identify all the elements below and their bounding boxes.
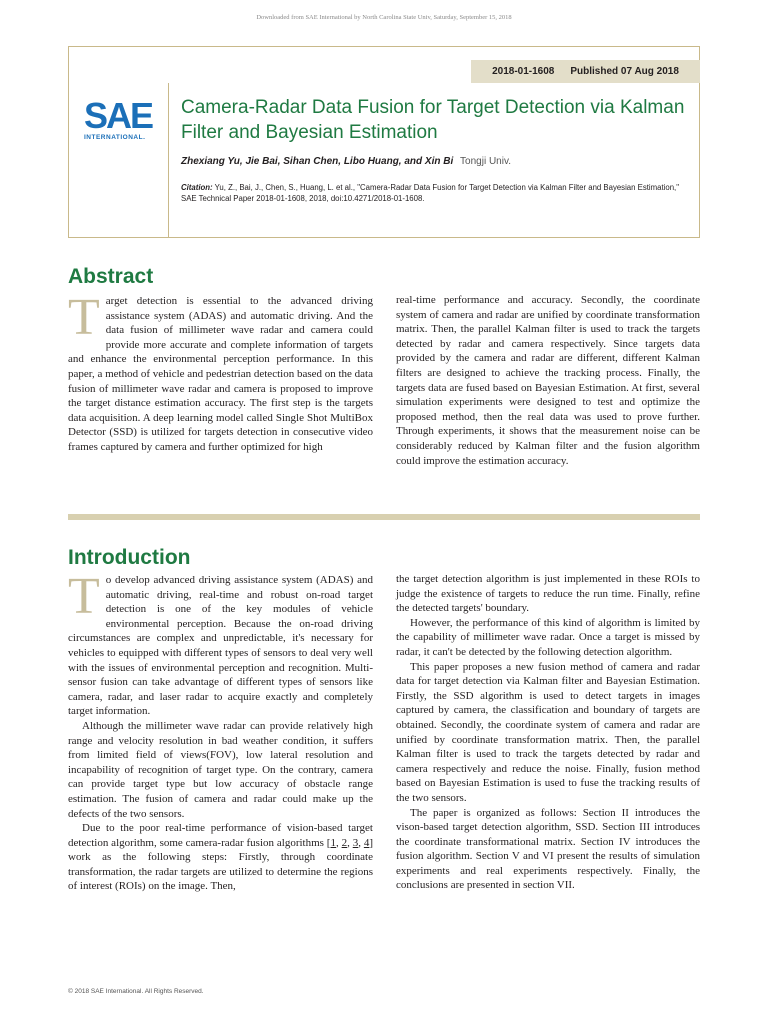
citation-ref-4[interactable]: 4 (363, 836, 370, 849)
citation-ref-3[interactable]: 3 (352, 836, 359, 849)
intro-left-p3-a: Due to the poor real-time performance of vision-based target detection algorithm, some camera-radar fusion algorithms [ (68, 822, 373, 849)
intro-left-column (68, 568, 374, 894)
published-date: Published 07 Aug 2018 (570, 66, 679, 77)
abstract-right-text: real-time performance and accuracy. Secondly, the coordinate system of camera and radar are unified by coordinate transformation matrix. Then, the parallel Kalman filter is used to track the targets detected by radar and camera respectively. Since targets data provided by the camera and radar are different, different Kalman filters are designed to achieve the tracking process. Finally, the targets data are fused based on Bayesian Estimation. At first, several simulation experiments were designed to test and optimize the proposed method, then the real data was used to prove further. Through experiments, it shows that the measurement noise can be considerably reduced by Kalman filter and the fusion algorithm could improve the estimation accuracy. (396, 294, 700, 467)
citation-ref-1[interactable]: 1 (330, 836, 336, 849)
intro-right-p4: The paper is organized as follows: Section II introduces the vison-based target detection algorithm, SSD. Section III introduces the coordinate transformational matrix. Section IV introduces the fusion algorithm. Section V and VI present the results of simulation experiments and real experiments respectively. Finally, the conclusions are presented in section VII. (396, 806, 700, 892)
paper-id-bar (471, 60, 700, 83)
intro-left-p1 (68, 568, 373, 719)
section-divider (68, 514, 700, 520)
copyright-footer: © 2018 SAE International. All Rights Reserved. (68, 988, 204, 995)
affiliation: Tongji Univ. (460, 156, 511, 167)
intro-left-p1-text: o develop advanced driving assistance system (ADAS) and automatic driving, real-time and robust on-road target detection is one of the key modules of vehicle environmental perception. Because the on-road driving circumstances are complex and unpredictable, it's necessary for vehicles to equipped with different types of sensors to deal very well with the issues of environmental perception and recognition. Multi-sensor fusion can take advantage of different types of sensors like camera, radar, and laser radar to acquire exactly and completely target information. (68, 574, 373, 718)
sae-logo (84, 95, 156, 148)
intro-right-column (396, 572, 700, 893)
header-divider (168, 83, 169, 238)
intro-right-p3: This paper proposes a new fusion method of camera and radar data for target detection via Kalman filter and Bayesian Estimation. Firstly, the SSD algorithm is used to detect targets in images captured by camera, the classification and boundary of targets are obtained. Secondly, the coordinate system of camera and radar are unified by coordinate transformation matrix. Then, the parallel Kalman filter is used to track the targets detected by radar and camera respectively and reduce the noise. Finally, fusion method based on Bayesian Estimation is used to fuse the tracking results of the two sensors. (396, 660, 700, 804)
abstract-left-text: arget detection is essential to the advanced driving assistance system (ADAS) and automatic driving. And the data fusion of millimeter wave radar and camera could provide more accurate and complete information of targets and enhance the environmental perception performance. In this paper, a method of vehicle and pedestrian detection based on the data fusion of millimeter wave radar and camera is proposed to improve the target distance estimation accuracy. The first step is the targets data acquisition. A deep learning model called Single Shot MultiBox Detector (SSD) is utilized for targets detection in consecutive video frames captured by camera and further optimized for high (68, 295, 373, 453)
intro-right-p2: However, the performance of this kind of algorithm is limited by the capability of millimeter wave radar. Once a target is missed by radar, it can't be detected by the following detection algorithm. (396, 616, 700, 658)
citation-label: Citation: (181, 183, 213, 192)
paper-id: 2018-01-1608 (492, 66, 555, 77)
logo-text: SAE (84, 95, 153, 136)
download-note: Downloaded from SAE International by North Carolina State Univ, Saturday, September 15, 2018 (256, 14, 512, 21)
abstract-dropcap: T (68, 289, 100, 346)
citation-ref-2[interactable]: 2 (341, 836, 348, 849)
authors-line (181, 156, 511, 167)
paper-title: Camera-Radar Data Fusion for Target Detection via Kalman Filter and Bayesian Estimation (181, 97, 685, 143)
logo-subtext: INTERNATIONAL. (84, 134, 146, 141)
intro-right-p1: the target detection algorithm is just implemented in these ROIs to judge the existence of targets to reduce the run time. Finally, refine the detected targets' boundary. (396, 573, 700, 615)
abstract-right-column (396, 293, 700, 468)
intro-left-p3-b: ] work as the following steps: Firstly, through coordinate transformation, the radar targets are utilized to determine the regions of interest (ROIs) on the image. Then, (68, 836, 374, 893)
intro-left-p2: Although the millimeter wave radar can provide relatively high range and velocity resolution in bad weather condition, it suffers from limited field of views(FOV), low lateral resolution and incapability of recognition of target type. On the contrary, camera can provide target type but low accuracy of obstacle range estimation. The fusion of camera and radar could make up the defects of the two sensors. (68, 719, 373, 820)
introduction-heading: Introduction (68, 546, 191, 569)
abstract-left-column (68, 289, 373, 455)
intro-dropcap: T (68, 568, 100, 625)
authors: Zhexiang Yu, Jie Bai, Sihan Chen, Libo Huang, and Xin Bi (181, 156, 454, 167)
citation (181, 182, 686, 204)
abstract-heading: Abstract (68, 265, 154, 288)
citation-text: Yu, Z., Bai, J., Chen, S., Huang, L. et al., "Camera-Radar Data Fusion for Target Detection via Kalman Filter and Bayesian Estimation," SAE Technical Paper 2018-01-1608, 2018, doi:10.4271/2018-01-1608. (181, 183, 679, 203)
intro-left-p3: Due to the poor real-time performance of vision-based target detection algorithm, some camera-radar fusion algorithms [1, 2, 3, 4] work as the following steps: Firstly, through coordinate transformation, the radar targets are utilized to determine the regions of interest (ROIs) on the image. Then, (68, 822, 374, 893)
